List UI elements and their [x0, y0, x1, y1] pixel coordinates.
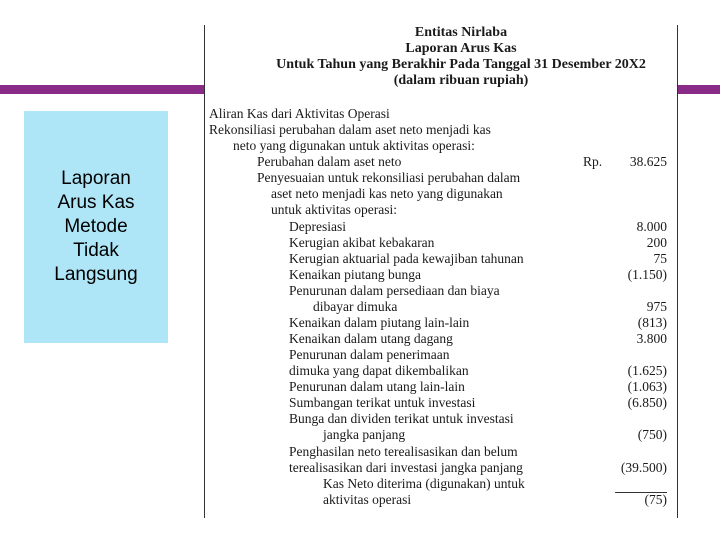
statement-header — [205, 25, 677, 91]
line-label: aset neto menjadi kas neto yang digunakan — [271, 186, 503, 201]
statement-line — [205, 202, 677, 218]
statement-line — [205, 106, 677, 122]
statement-line — [205, 267, 677, 283]
line-label: Sumbangan terikat untuk investasi — [289, 395, 476, 410]
line-label: terealisasikan dari investasi jangka panjang — [289, 460, 523, 475]
line-label: Kas Neto diterima (digunakan) untuk — [323, 476, 525, 491]
statement-line — [205, 219, 677, 235]
slide-title-line: Metode — [64, 216, 128, 237]
line-label: Kenaikan dalam piutang lain-lain — [289, 315, 470, 330]
statement-line — [205, 476, 677, 492]
line-amount: 200 — [646, 235, 667, 250]
line-label: untuk aktivitas operasi: — [271, 202, 397, 217]
line-label: Kerugian akibat kebakaran — [289, 235, 435, 250]
statement-line — [205, 427, 677, 443]
line-label: Bunga dan dividen terikat untuk investasi — [289, 411, 514, 426]
line-amount: (1.063) — [627, 379, 667, 394]
entity-name: Entitas Nirlaba — [414, 25, 508, 40]
statement-line — [205, 170, 677, 186]
statement-line — [205, 379, 677, 395]
line-amount: (1.625) — [627, 363, 667, 378]
statement-line — [205, 363, 677, 379]
line-amount: 975 — [646, 299, 667, 314]
statement-line — [205, 154, 677, 170]
line-label: neto yang digunakan untuk aktivitas operasi: — [233, 138, 475, 153]
line-label: Penyesuaian untuk rekonsiliasi perubahan dalam — [257, 170, 521, 185]
line-label: Penurunan dalam persediaan dan biaya — [289, 283, 500, 298]
slide-title — [46, 167, 145, 287]
statement-line — [205, 186, 677, 202]
statement-line — [205, 251, 677, 267]
statement-line — [205, 122, 677, 138]
line-amount: (1.150) — [627, 267, 667, 282]
statement-period: Untuk Tahun yang Berakhir Pada Tanggal 31 Desember 20X2 — [276, 57, 646, 72]
line-label: Kenaikan dalam utang dagang — [289, 331, 453, 346]
line-amount: 3.800 — [636, 331, 667, 346]
line-label: Aliran Kas dari Aktivitas Operasi — [209, 106, 390, 121]
line-label: jangka panjang — [323, 427, 406, 442]
accent-bar-left — [0, 85, 205, 94]
statement-line — [205, 492, 677, 508]
line-label: Penghasilan neto terealisasikan dan belum — [289, 444, 518, 459]
line-amount: 38.625 — [629, 154, 667, 169]
statement-line — [205, 347, 677, 363]
line-currency: Rp. — [583, 154, 603, 169]
cash-flow-statement — [204, 25, 678, 518]
statement-line — [205, 331, 677, 347]
line-label: Kenaikan piutang bunga — [289, 267, 421, 282]
statement-line — [205, 444, 677, 460]
statement-line — [205, 138, 677, 154]
line-label: Perubahan dalam aset neto — [257, 154, 402, 169]
statement-line — [205, 235, 677, 251]
line-amount: 8.000 — [636, 219, 667, 234]
line-label: Kerugian aktuarial pada kewajiban tahunan — [289, 251, 524, 266]
slide-title-line: Arus Kas — [57, 192, 135, 213]
statement-line — [205, 299, 677, 315]
slide-title-line: Langsung — [54, 264, 138, 285]
statement-title: Laporan Arus Kas — [405, 41, 517, 56]
slide-title-line: Laporan — [61, 168, 131, 189]
slide-title-box — [24, 111, 168, 343]
statement-line — [205, 283, 677, 299]
slide-title-line: Tidak — [73, 240, 119, 261]
statement-unit: (dalam ribuan rupiah) — [393, 73, 529, 88]
line-amount: (6.850) — [627, 395, 667, 410]
line-label: Rekonsiliasi perubahan dalam aset neto menjadi kas — [209, 122, 491, 137]
line-label: Penurunan dalam penerimaan — [289, 347, 450, 362]
statement-line — [205, 411, 677, 427]
line-amount: (750) — [637, 427, 667, 442]
line-amount: (39.500) — [620, 460, 667, 475]
line-label: Penurunan dalam utang lain-lain — [289, 379, 465, 394]
total-rule — [615, 492, 667, 493]
line-amount: 75 — [653, 251, 667, 266]
line-label: aktivitas operasi — [323, 492, 412, 507]
accent-bar-right — [676, 85, 720, 94]
line-amount: (75) — [644, 492, 667, 507]
line-amount: (813) — [637, 315, 667, 330]
line-label: dibayar dimuka — [313, 299, 398, 314]
statement-line — [205, 395, 677, 411]
line-label: dimuka yang dapat dikembalikan — [289, 363, 469, 378]
line-label: Depresiasi — [289, 219, 346, 234]
statement-line — [205, 460, 677, 476]
statement-line — [205, 315, 677, 331]
